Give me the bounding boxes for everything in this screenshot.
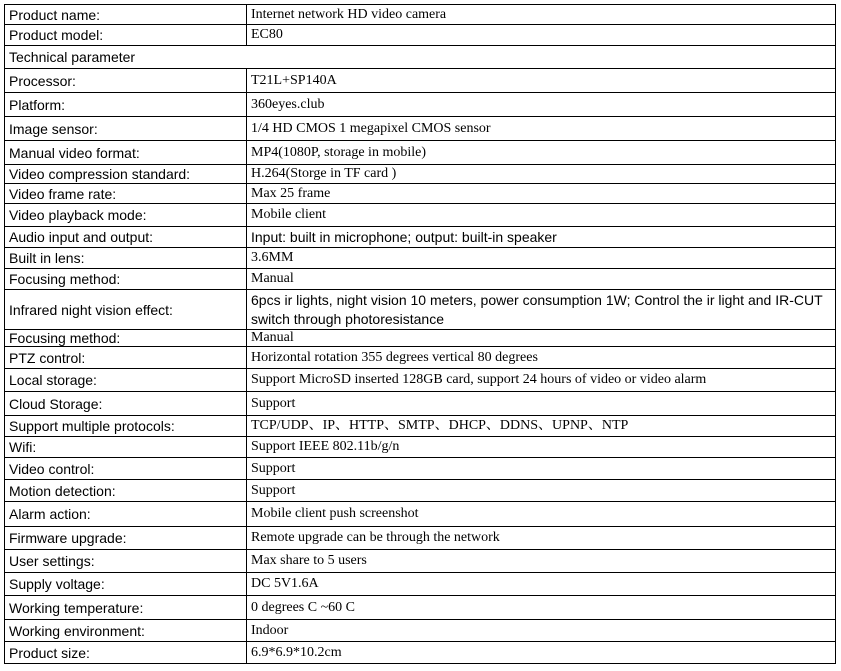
table-row bbox=[5, 416, 836, 437]
row-label: PTZ control: bbox=[5, 347, 247, 369]
row-value: Support bbox=[247, 480, 836, 502]
table-row bbox=[5, 480, 836, 502]
row-value: Internet network HD video camera bbox=[247, 5, 836, 25]
table-row bbox=[5, 369, 836, 392]
row-value: Support MicroSD inserted 128GB card, support 24 hours of video or video alarm bbox=[247, 369, 836, 392]
table-row bbox=[5, 25, 836, 46]
table-row bbox=[5, 93, 836, 117]
row-label: Processor: bbox=[5, 69, 247, 93]
row-value: H.264(Storge in TF card ) bbox=[247, 165, 836, 184]
table-row bbox=[5, 458, 836, 480]
row-value: Manual bbox=[247, 330, 836, 347]
table-row bbox=[5, 248, 836, 269]
spec-table bbox=[4, 4, 836, 664]
row-label: Cloud Storage: bbox=[5, 392, 247, 416]
table-row bbox=[5, 573, 836, 596]
table-row bbox=[5, 69, 836, 93]
row-value: 0 degrees C ~60 C bbox=[247, 596, 836, 620]
row-label: Support multiple protocols: bbox=[5, 416, 247, 437]
table-row bbox=[5, 502, 836, 527]
row-label: Local storage: bbox=[5, 369, 247, 392]
row-value: Manual bbox=[247, 269, 836, 290]
row-label: Product name: bbox=[5, 5, 247, 25]
table-row bbox=[5, 204, 836, 227]
row-label: Focusing method: bbox=[5, 330, 247, 347]
row-value: 3.6MM bbox=[247, 248, 836, 269]
row-label: Video playback mode: bbox=[5, 204, 247, 227]
table-row bbox=[5, 290, 836, 330]
row-label: Manual video format: bbox=[5, 141, 247, 165]
row-label: Product size: bbox=[5, 642, 247, 664]
row-value: Support bbox=[247, 392, 836, 416]
table-row bbox=[5, 347, 836, 369]
table-row bbox=[5, 269, 836, 290]
row-value: Mobile client bbox=[247, 204, 836, 227]
row-value: Support bbox=[247, 458, 836, 480]
row-value: Support IEEE 802.11b/g/n bbox=[247, 437, 836, 458]
row-value: Input: built in microphone; output: built-in speaker bbox=[247, 227, 836, 248]
row-value: Mobile client push screenshot bbox=[247, 502, 836, 527]
table-row bbox=[5, 5, 836, 25]
row-label: Focusing method: bbox=[5, 269, 247, 290]
row-value: 6pcs ir lights, night vision 10 meters, power consumption 1W; Control the ir light and IR-CUT switch through photoresistance bbox=[247, 290, 836, 330]
row-value: Max share to 5 users bbox=[247, 550, 836, 573]
table-row bbox=[5, 184, 836, 204]
table-row bbox=[5, 330, 836, 347]
row-label: Video control: bbox=[5, 458, 247, 480]
table-row bbox=[5, 620, 836, 642]
row-value: Horizontal rotation 355 degrees vertical 80 degrees bbox=[247, 347, 836, 369]
row-value: 360eyes.club bbox=[247, 93, 836, 117]
table-row bbox=[5, 227, 836, 248]
row-value: DC 5V1.6A bbox=[247, 573, 836, 596]
table-row bbox=[5, 392, 836, 416]
row-label: Platform: bbox=[5, 93, 247, 117]
row-value: Remote upgrade can be through the network bbox=[247, 527, 836, 550]
row-value: 1/4 HD CMOS 1 megapixel CMOS sensor bbox=[247, 117, 836, 141]
row-value: TCP/UDP、IP、HTTP、SMTP、DHCP、DDNS、UPNP、NTP bbox=[247, 416, 836, 437]
table-row bbox=[5, 596, 836, 620]
table-row bbox=[5, 642, 836, 664]
row-value: MP4(1080P, storage in mobile) bbox=[247, 141, 836, 165]
row-label: Image sensor: bbox=[5, 117, 247, 141]
section-heading: Technical parameter bbox=[5, 46, 836, 69]
table-row bbox=[5, 550, 836, 573]
row-label: Firmware upgrade: bbox=[5, 527, 247, 550]
row-label: Alarm action: bbox=[5, 502, 247, 527]
table-row bbox=[5, 527, 836, 550]
row-label: Audio input and output: bbox=[5, 227, 247, 248]
row-value: 6.9*6.9*10.2cm bbox=[247, 642, 836, 664]
table-row bbox=[5, 117, 836, 141]
row-label: Working temperature: bbox=[5, 596, 247, 620]
section-row bbox=[5, 46, 836, 69]
row-value: Indoor bbox=[247, 620, 836, 642]
row-value: EC80 bbox=[247, 25, 836, 46]
table-row bbox=[5, 165, 836, 184]
row-label: Video compression standard: bbox=[5, 165, 247, 184]
row-label: Video frame rate: bbox=[5, 184, 247, 204]
row-label: Product model: bbox=[5, 25, 247, 46]
row-label: Wifi: bbox=[5, 437, 247, 458]
table-row bbox=[5, 141, 836, 165]
row-label: Built in lens: bbox=[5, 248, 247, 269]
table-row bbox=[5, 437, 836, 458]
row-label: Infrared night vision effect: bbox=[5, 290, 247, 330]
row-label: Working environment: bbox=[5, 620, 247, 642]
row-value: Max 25 frame bbox=[247, 184, 836, 204]
row-label: Motion detection: bbox=[5, 480, 247, 502]
row-label: User settings: bbox=[5, 550, 247, 573]
row-label: Supply voltage: bbox=[5, 573, 247, 596]
row-value: T21L+SP140A bbox=[247, 69, 836, 93]
